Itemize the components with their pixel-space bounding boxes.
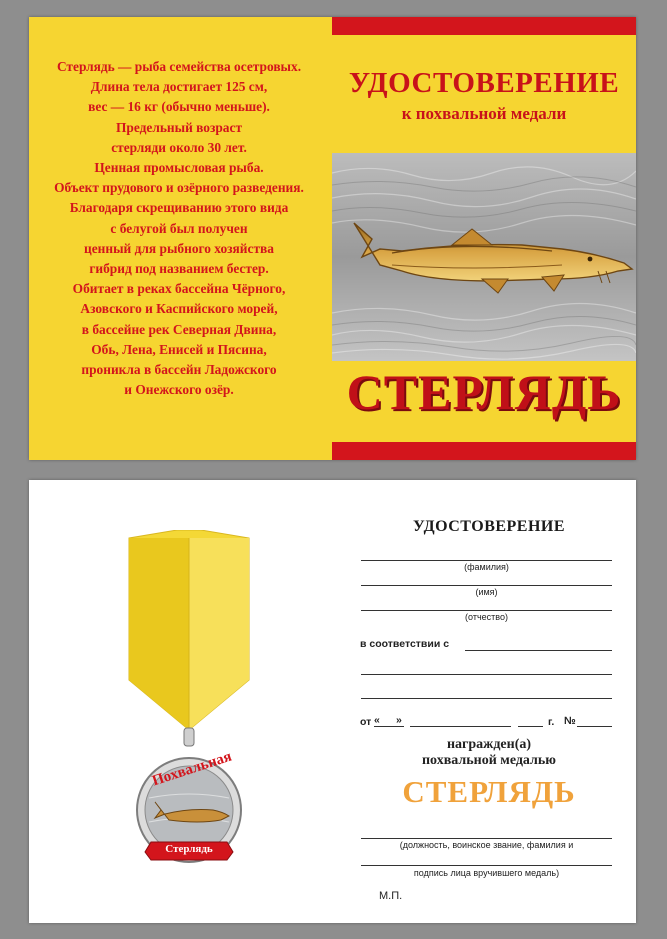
awarded-line1: награжден(а): [446, 737, 532, 752]
description-line: стерляди около 30 лет.: [111, 139, 247, 155]
description-line: Азовского и Каспийского морей,: [80, 301, 278, 317]
surname-caption: (фамилия): [464, 562, 509, 572]
according-field-line2[interactable]: [361, 674, 612, 675]
description-line: ценный для рыбного хозяйства: [84, 240, 274, 256]
description-line: в бассейне рек Северная Двина,: [81, 321, 277, 337]
position-field[interactable]: [361, 838, 612, 839]
awarded-text: [359, 737, 619, 769]
form-title: УДОСТОВЕРЕНИЕ: [412, 518, 566, 535]
medal-with-ribbon: [89, 530, 289, 870]
description-line: Длина тела достигает 125 см,: [90, 79, 268, 95]
description-line: Ценная промысловая рыба.: [94, 160, 264, 176]
description-line: и Онежского озёр.: [124, 382, 234, 398]
according-field-line3[interactable]: [361, 698, 612, 699]
red-stripe-bottom: [332, 442, 636, 460]
species-description: [29, 57, 329, 400]
description-line: Благодаря скрещиванию этого вида: [69, 200, 289, 216]
sterlet-photo: [332, 153, 636, 361]
description-line: вес — 16 кг (обычно меньше).: [88, 99, 270, 115]
description-line: проникла в бассейн Ладожского: [81, 362, 277, 378]
red-stripe-top: [332, 17, 636, 35]
description-line: Стерлядь — рыба семейства осетровых.: [56, 59, 302, 74]
quote-open: «: [374, 714, 380, 726]
surname-field[interactable]: [361, 560, 612, 561]
patronymic-field[interactable]: [361, 610, 612, 611]
sterlet-fish-illustration: [332, 153, 636, 361]
signature-caption: подпись лица вручившего медаль): [413, 868, 560, 878]
description-line: Объект прудового и озёрного разведения.: [54, 180, 304, 196]
name-field[interactable]: [361, 585, 612, 586]
quote-close: »: [396, 714, 402, 726]
name-caption: (имя): [475, 587, 498, 597]
from-label: от: [360, 716, 372, 728]
description-line: Обитает в реках бассейна Чёрного,: [72, 281, 286, 297]
number-field[interactable]: [577, 726, 612, 727]
description-line: Обь, Лена, Енисей и Пясина,: [91, 341, 267, 357]
certificate-form: [29, 480, 636, 923]
year-field[interactable]: [518, 726, 543, 727]
year-label: г.: [548, 716, 555, 728]
description-line: Предельный возраст: [115, 119, 243, 135]
cover-title: УДОСТОВЕРЕНИЕ: [348, 67, 620, 99]
according-field[interactable]: [465, 650, 612, 651]
signature-field[interactable]: [361, 865, 612, 866]
medal-ribbon-text: Стерлядь: [165, 843, 213, 855]
form-medal-name: СТЕРЛЯДЬ: [402, 774, 576, 809]
cover-subtitle: к похвальной медали: [401, 104, 567, 123]
medal-ring-text: Похвальная: [150, 748, 234, 790]
number-label: №: [564, 715, 576, 727]
cover-medal-name: СТЕРЛЯДЬ: [346, 364, 622, 420]
according-label: в соответствии с: [360, 638, 450, 650]
position-caption: (должность, воинское звание, фамилия и: [399, 840, 574, 850]
day-field[interactable]: [374, 726, 404, 727]
stamp-place: М.П.: [379, 890, 403, 902]
patronymic-caption: (отчество): [465, 612, 508, 622]
medal-illustration: [89, 530, 289, 875]
certificate-cover: [29, 17, 636, 460]
month-field[interactable]: [410, 726, 511, 727]
description-line: с белугой был получен: [110, 220, 248, 236]
awarded-line2: похвальной медалью: [421, 753, 557, 768]
description-line: гибрид под названием бестер.: [89, 261, 269, 277]
